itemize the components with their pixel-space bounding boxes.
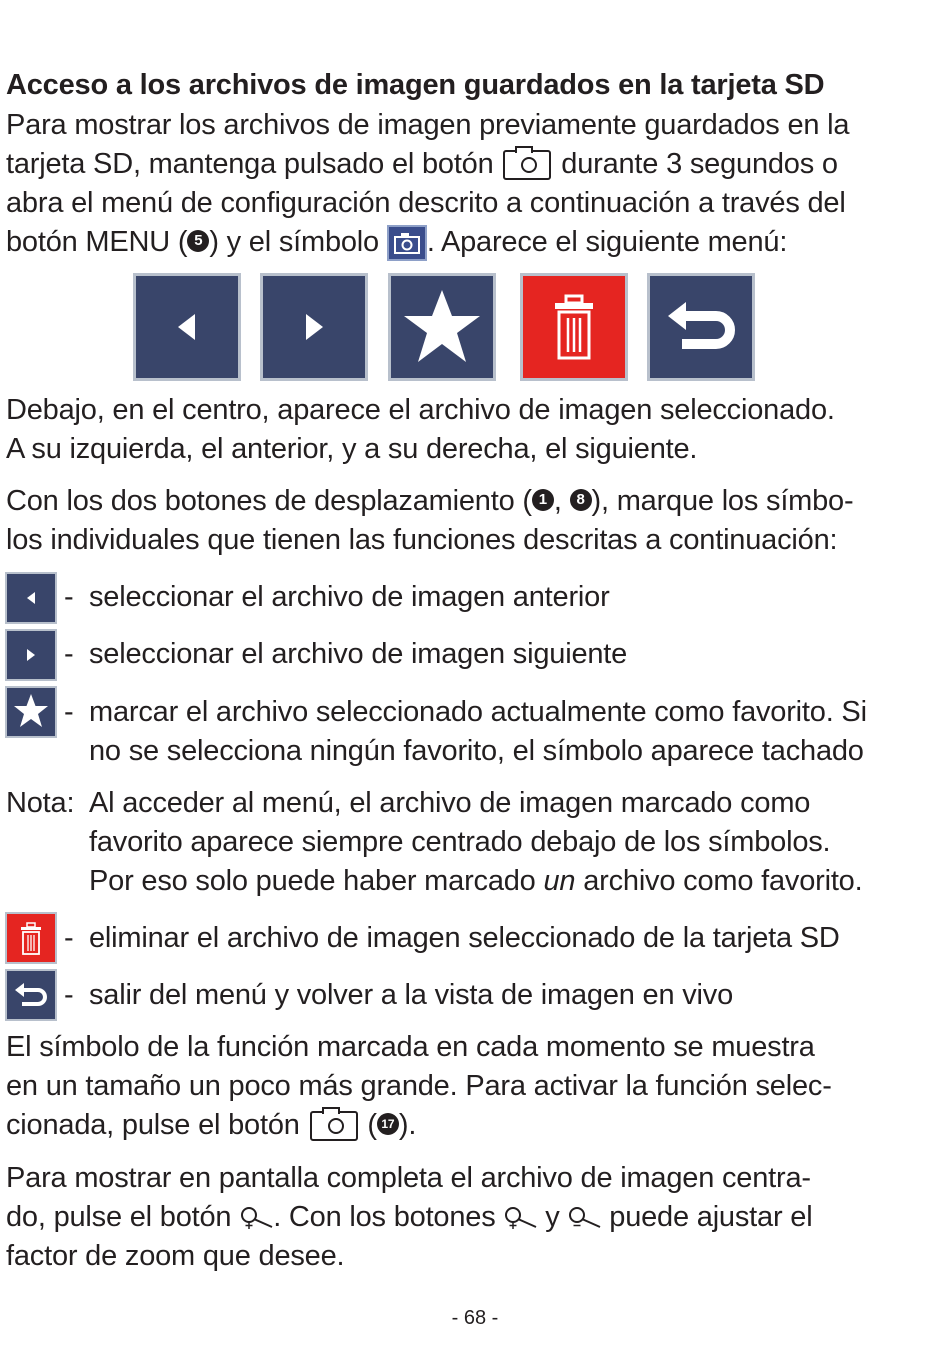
- intro-line-3: abra el menú de configuración descrito a continuación a través del: [6, 187, 846, 219]
- small-previous-icon: [5, 572, 57, 624]
- item-exit-desc: salir del menú y volver a la vista de imagen en vivo: [89, 979, 734, 1011]
- note-line-2: favorito aparece siempre centrado debajo de los símbolos.: [89, 826, 831, 858]
- para3-line-1: Con los dos botones de desplazamiento ( 1 , 8 ), marque los símbo-: [6, 485, 854, 517]
- item-favorite-desc-1: marcar el archivo seleccionado actualmente como favorito. Si: [89, 696, 867, 728]
- item-previous-desc: seleccionar el archivo de imagen anterior: [89, 581, 610, 613]
- next-icon[interactable]: [260, 273, 368, 381]
- return-icon[interactable]: [647, 273, 755, 381]
- small-next-icon: [5, 629, 57, 681]
- para5-line-1: Para mostrar en pantalla completa el archivo de imagen centra-: [6, 1162, 811, 1194]
- small-trash-icon: [5, 912, 57, 964]
- para4-line-1: El símbolo de la función marcada en cada momento se muestra: [6, 1031, 815, 1063]
- zoom-in-icon: [503, 1206, 537, 1230]
- intro-line-1: Para mostrar los archivos de imagen previamente guardados en la: [6, 109, 850, 141]
- small-return-icon: [5, 969, 57, 1021]
- para4-line-3: cionada, pulse el botón ( 17 ).: [6, 1109, 417, 1141]
- para3-line-2: los individuales que tienen las funciones descritas a continuación:: [6, 524, 838, 556]
- camera-button-icon: [503, 150, 551, 180]
- para5-line-3: factor de zoom que desee.: [6, 1240, 345, 1272]
- para4-line-2: en un tamaño un poco más grande. Para activar la función selec-: [6, 1070, 832, 1102]
- playback-menu-bar: [133, 273, 758, 381]
- page-number: - 68 -: [451, 1307, 499, 1329]
- callout-number-1: 1: [532, 489, 554, 511]
- item-next-desc: seleccionar el archivo de imagen siguiente: [89, 638, 628, 670]
- para2-line-2: A su izquierda, el anterior, y a su derecha, el siguiente.: [6, 433, 698, 465]
- callout-number-17: 17: [377, 1113, 399, 1135]
- section-heading: Acceso a los archivos de imagen guardados en la tarjeta SD: [6, 69, 825, 101]
- item-delete-desc: eliminar el archivo de imagen seleccionado de la tarjeta SD: [89, 922, 840, 954]
- small-star-icon: [5, 686, 57, 738]
- intro-line-2: tarjeta SD, mantenga pulsado el botón durante 3 segundos o: [6, 148, 838, 180]
- photo-gallery-icon: [387, 225, 427, 261]
- callout-number-5: 5: [187, 230, 209, 252]
- zoom-in-icon: [239, 1206, 273, 1230]
- callout-number-8: 8: [570, 489, 592, 511]
- note-line-3: Por eso solo puede haber marcado un archivo como favorito.: [89, 865, 863, 897]
- camera-button-icon: [310, 1111, 358, 1141]
- item-favorite-desc-2: no se selecciona ningún favorito, el símbolo aparece tachado: [89, 735, 864, 767]
- previous-icon[interactable]: [133, 273, 241, 381]
- favorite-star-icon[interactable]: [388, 273, 496, 381]
- para2-line-1: Debajo, en el centro, aparece el archivo de imagen seleccionado.: [6, 394, 835, 426]
- para5-line-2: do, pulse el botón . Con los botones y puede ajustar el: [6, 1201, 813, 1233]
- delete-trash-icon[interactable]: [520, 273, 628, 381]
- note-line-1: Al acceder al menú, el archivo de imagen marcado como: [89, 787, 811, 819]
- intro-line-4: botón MENU ( 5 ) y el símbolo . Aparece el siguiente menú:: [6, 223, 787, 262]
- zoom-out-icon: [567, 1206, 601, 1230]
- note-label: Nota:: [6, 787, 75, 819]
